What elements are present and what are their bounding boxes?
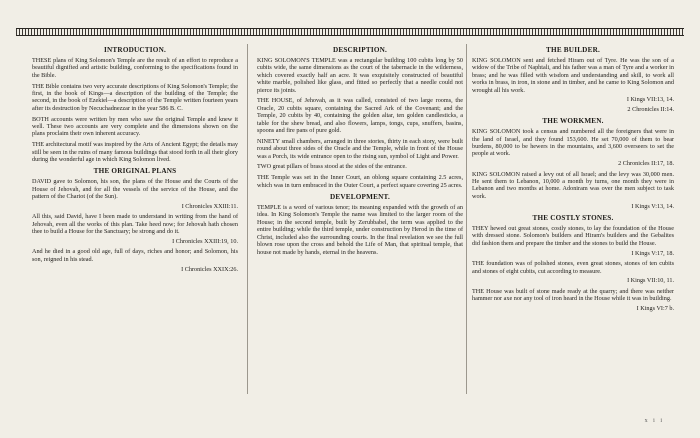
paragraph: THE HOUSE, of Jehovah, as it was called, consisted of two large rooms, the Oracle, 20 cubits square, containing the Sacred Ark of the Covenant; and the Temple, 20 cubits by 40, containing the golden altar, ten golden candlesticks, a table for the shew bread, and also flowers, lamps, tongs, cups, snuffers, basins, spoons and fire pans of pure gold.: [257, 97, 463, 135]
paragraph: KING SOLOMON'S TEMPLE was a rectangular building 100 cubits long by 50 cubits wide, the same dimensions as the court of the tabernacle in the wilderness, which covered exactly half an acre. It was exquisitely constructed of beautiful white marble, polished like glass, and fitted so perfectly that a needle could not pierce its joints.: [257, 57, 463, 94]
paragraph: TEMPLE is a word of various tenor; its meaning expanded with the growth of an idea. In King Solomon's Temple the name was limited to the larger room of the House; in the second temple, built by Zerubbabel, the term was applied to the entire building; while the third temple, under construction by Herod in the time of Christ, included also the surrounding courts. In the final revelation we see the full blown rose upon the cross and behold the Life of Man, that spiritual temple, that house not made by hands, eternal in the heavens.: [257, 204, 463, 256]
scripture-reference: I Kings VI:7 b.: [636, 304, 674, 312]
heading-development: DEVELOPMENT.: [330, 193, 390, 202]
column-left: [32, 42, 238, 276]
paragraph: And he died in a good old age, full of days, riches and honor; and Solomon, his son, reigned in his stead.: [32, 248, 238, 263]
paragraph: KING SOLOMON took a census and numbered all the foreigners that were in the land of Israel, and they found 153,600. He set 70,000 of them to bear burdens, 80,000 to be hewers in the mountains, and 3,600 overseers to set the people at work.: [472, 128, 674, 158]
paragraph: NINETY small chambers, arranged in three stories, thirty in each story, were built round about three sides of the Oracle and the Temple, while in front of the House was a Porch, its wide entrance open to the rising sun, symbol of Light and Power.: [257, 137, 463, 160]
section-builder: [472, 46, 674, 113]
heading-introduction: INTRODUCTION.: [104, 46, 166, 54]
paragraph: All this, said David, have I been made to understand in writing from the hand of Jehovah, even all the works of this plan. Take heed now; for Jehovah hath chosen thee to build a House for the Sanctuary; be strong and do it.: [32, 213, 238, 236]
scripture-reference: I Kings V:17, 18.: [631, 249, 674, 257]
paragraph: KING SOLOMON raised a levy out of all Israel; and the levy was 30,000 men. He sent them to Lebanon, 10,000 a month by turns, one month they were in Lebanon and two months at home. Adoniram was over the men subject to task work.: [472, 170, 674, 200]
scripture-reference: 2 Chronicles II:17, 18.: [618, 160, 674, 168]
paragraph: THEY hewed out great stones, costly stones, to lay the foundation of the House with dressed stone. Solomon's builders and Hiram's builders and the Gebalites did fashion them and prepare the timber and the stones to build the House.: [472, 225, 674, 247]
section-introduction: [32, 46, 238, 163]
paragraph: KING SOLOMON sent and fetched Hiram out of Tyre. He was the son of a widow of the Tribe of Naphtali, and his father was a man of Tyre and a worker in brass; and he was filled with wisdom and understanding and skill, to work all works in brass, in iron, in stone and in timber, and he came to King Solomon and wrought all his work.: [472, 57, 674, 94]
column-middle: [257, 42, 463, 259]
section-original-plans: [32, 167, 238, 273]
page-number: x i i: [644, 418, 664, 424]
column-divider: [466, 44, 467, 394]
scripture-reference: I Chronicles XXIII:19, 10.: [172, 238, 238, 246]
heading-description: DESCRIPTION.: [332, 46, 388, 54]
scripture-reference: I Kings V:13, 14.: [631, 202, 674, 210]
paragraph: THE foundation was of polished stones, even great stones, stones of ten cubits and stones of eight cubits, cut according to measure.: [472, 260, 674, 275]
paragraph: TWO great pillars of brass stood at the sides of the entrance.: [257, 163, 407, 171]
scripture-reference: I Chronicles XXIII:11.: [181, 203, 238, 211]
paragraph: THE Temple was set in the Inner Court, an oblong square containing 2.5 acres, which was in turn embraced in the Outer Court, a perfect square covering 25 acres.: [257, 174, 463, 189]
column-divider: [247, 44, 248, 394]
scripture-reference: I Chronicles XXIX:26.: [181, 265, 238, 273]
paragraph: THE Bible contains two very accurate descriptions of King Solomon's Temple; the first, in the book of Kings—a description of the building of the Temple; the second, in the book of Ezekiel—a description of the Temple written fourteen years after its destruction by Necuchadnezzar in the year 586 B. C.: [32, 82, 238, 112]
paragraph: THE House was built of stone made ready at the quarry; and there was neither hammer nor axe nor any tool of iron heard in the House while it was in building.: [472, 287, 674, 303]
heading-workmen: THE WORKMEN.: [542, 117, 604, 126]
scripture-reference: I Kings VII:10, 11.: [627, 277, 674, 285]
section-description: [257, 46, 463, 189]
paragraph: BOTH accounts were written by men who saw the original Temple and knew it well. These two accounts are very complete and the dimensions shown on the plans proclaim their own inherent accuracy.: [32, 115, 238, 138]
heading-costly-stones: THE COSTLY STONES.: [532, 214, 614, 223]
section-costly-stones: [472, 214, 674, 312]
section-development: [257, 193, 463, 256]
heading-original-plans: THE ORIGINAL PLANS: [93, 167, 177, 176]
scripture-reference: 2 Chronicles II:14.: [627, 105, 674, 113]
scripture-reference: I Kings VII:13, 14.: [626, 96, 674, 104]
column-right: [472, 42, 674, 315]
section-workmen: [472, 117, 674, 210]
decorative-border: [16, 28, 684, 36]
heading-builder: THE BUILDER.: [546, 46, 600, 54]
paragraph: THE architectural motif was inspired by the Arts of Ancient Egypt; the details may still be seen in the ruins of many famous buildings that stood forth in all their glory during the wonderful age in which King Solomon lived.: [32, 141, 238, 164]
paragraph: DAVID gave to Solomon, his son, the plans of the House and the Courts of the House of Jehovah, and for all the vessels of the service of the House, and the pattern of the Chariot (of the Sun).: [32, 178, 238, 201]
paragraph: THESE plans of King Solomon's Temple are the result of an effort to reproduce a beautiful dignified and artistic building, conforming to the specifications found in the Bible.: [32, 57, 238, 79]
